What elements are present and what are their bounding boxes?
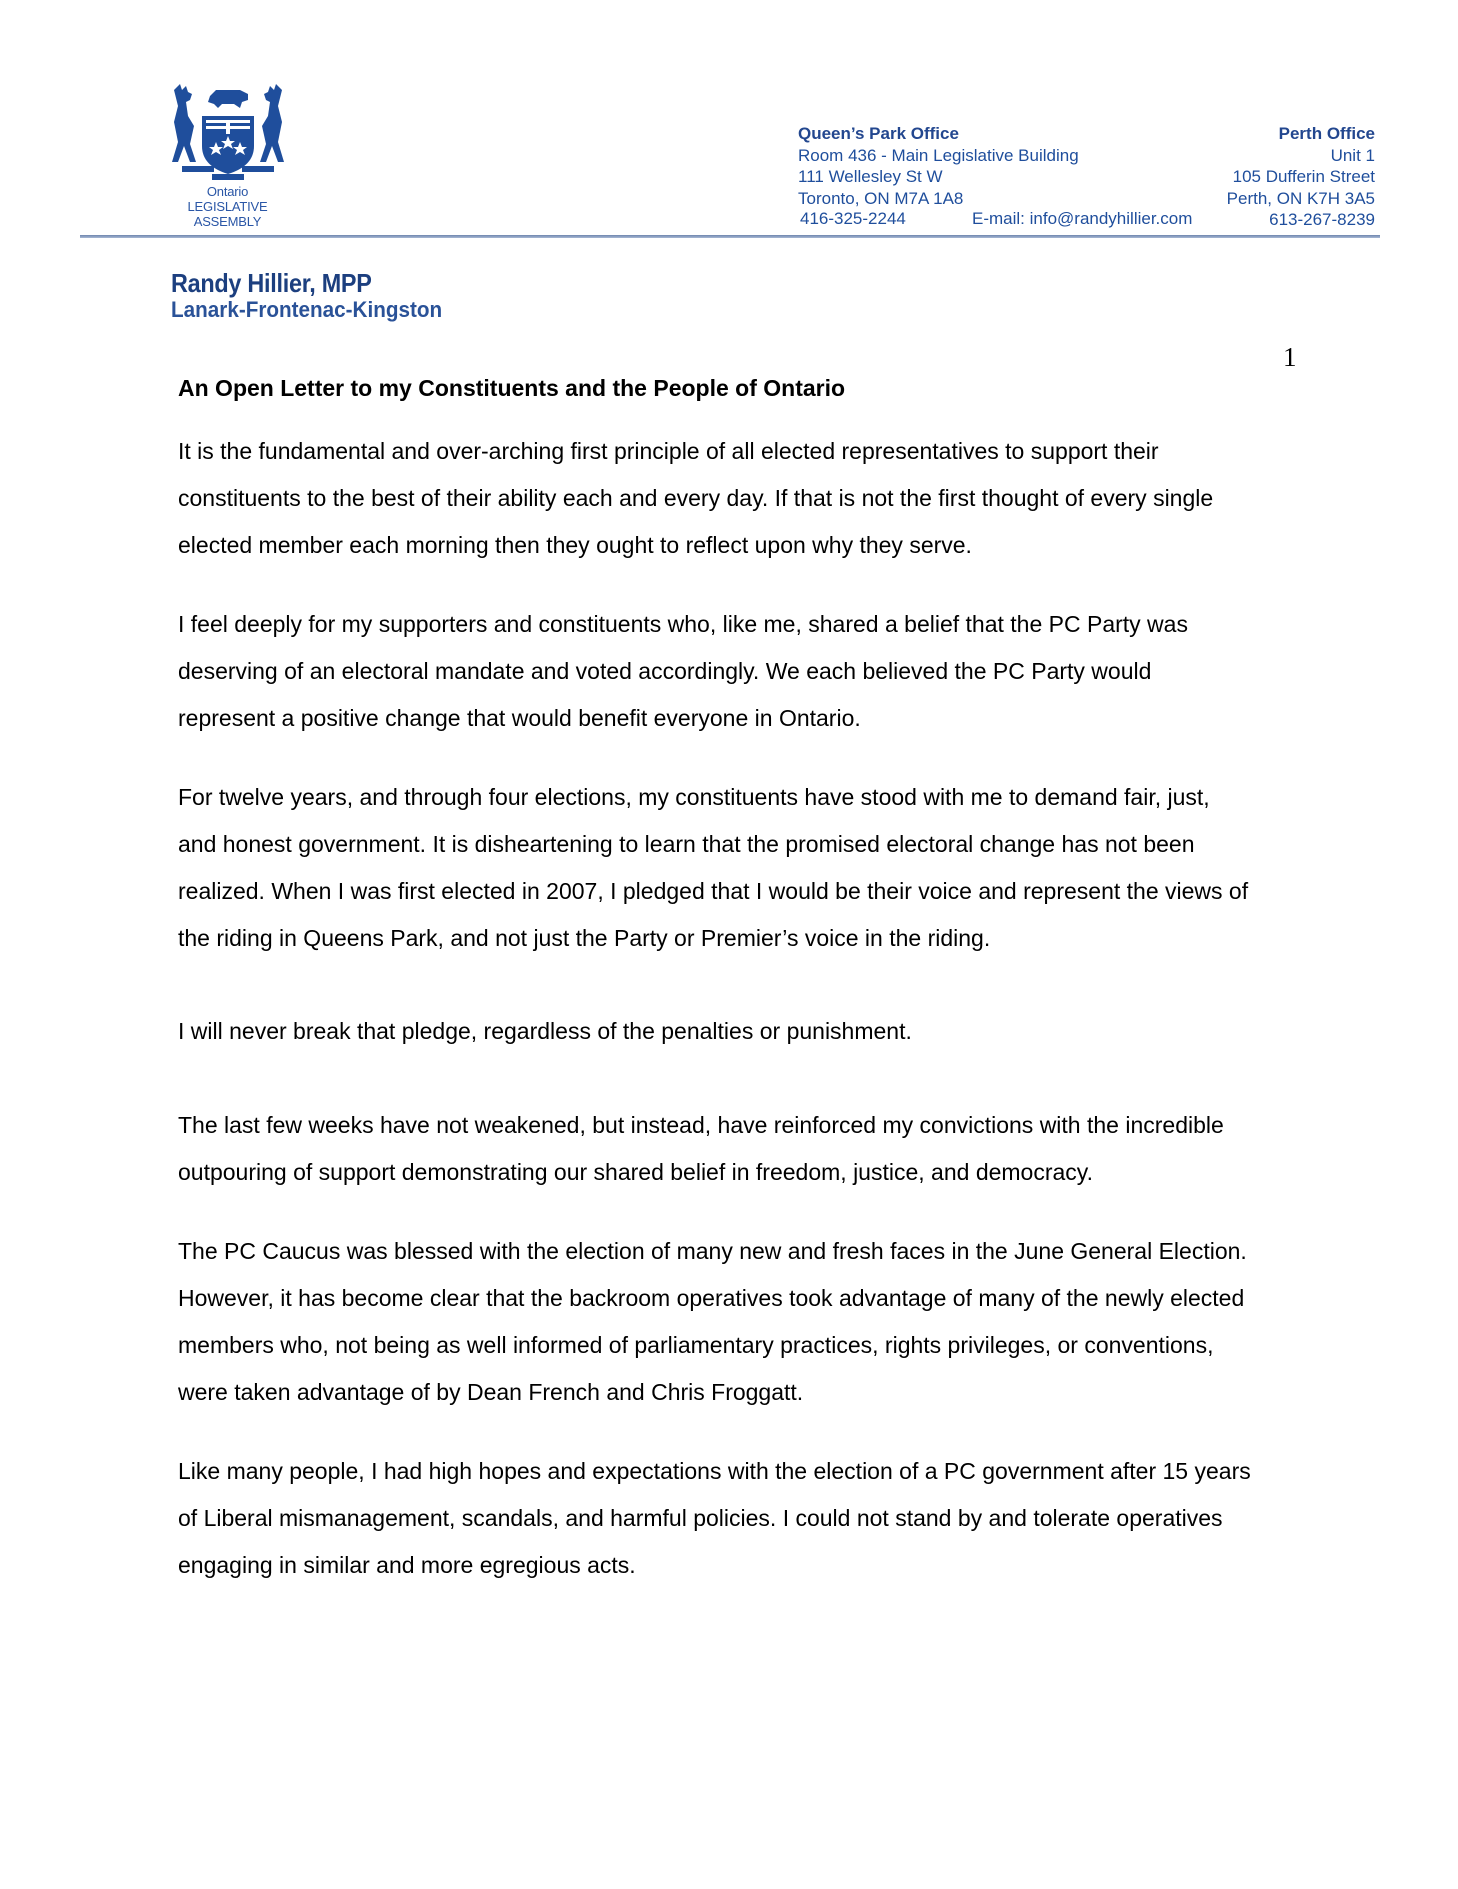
- address-line: Room 436 - Main Legislative Building: [798, 145, 1079, 165]
- paragraph: [178, 1448, 1328, 1589]
- text-line: The PC Caucus was blessed with the election of many new and fresh faces in the June General Election.: [178, 1238, 1247, 1264]
- text-line: However, it has become clear that the backroom operatives took advantage of many of the newly elected: [178, 1285, 1245, 1311]
- text-line: of Liberal mismanagement, scandals, and harmful policies. I could not stand by and tolerate operatives: [178, 1505, 1223, 1531]
- paragraph: [178, 601, 1328, 742]
- address-line: 111 Wellesley St W: [798, 167, 943, 186]
- text-line: I feel deeply for my supporters and constituents who, like me, shared a belief that the PC Party was: [178, 611, 1188, 637]
- address-line: 105 Dufferin Street: [1232, 167, 1375, 186]
- letter-title: An Open Letter to my Constituents and the People of Ontario: [178, 375, 846, 401]
- text-line: It is the fundamental and over-arching first principle of all elected representatives to support their: [178, 438, 1159, 464]
- coat-of-arms-icon: [168, 82, 288, 182]
- text-line: engaging in similar and more egregious acts.: [178, 1552, 636, 1578]
- text-line: deserving of an electoral mandate and voted accordingly. We each believed the PC Party would: [178, 658, 1152, 684]
- text-line: Like many people, I had high hopes and expectations with the election of a PC government after 15 years: [178, 1458, 1251, 1484]
- text-line: The last few weeks have not weakened, but instead, have reinforced my convictions with the incredible: [178, 1112, 1224, 1138]
- text-line: members who, not being as well informed of parliamentary practices, rights privileges, or conventions,: [178, 1332, 1214, 1358]
- paragraph: [178, 428, 1328, 569]
- page-number: 1: [1283, 342, 1297, 372]
- text-line: and honest government. It is disheartening to learn that the promised electoral change has not been: [178, 831, 1195, 857]
- queens-park-phone: 416-325-2244: [800, 209, 906, 228]
- paragraph: [178, 1008, 1328, 1055]
- member-name: Randy Hillier, MPP: [171, 268, 372, 298]
- text-line: represent a positive change that would benefit everyone in Ontario.: [178, 705, 861, 731]
- text-line: elected member each morning then they ought to reflect upon why they serve.: [178, 532, 972, 558]
- text-line: were taken advantage of by Dean French and Chris Froggatt.: [178, 1379, 804, 1405]
- text-line: I will never break that pledge, regardless of the penalties or punishment.: [178, 1018, 912, 1044]
- crest-caption: [160, 184, 295, 229]
- queens-park-office-address: [798, 123, 1079, 209]
- address-line: Toronto, ON M7A 1A8: [798, 188, 964, 208]
- crest-caption-line: Ontario: [206, 184, 249, 199]
- email-address[interactable]: E-mail: info@randyhillier.com: [972, 209, 1193, 228]
- text-line: outpouring of support demonstrating our shared belief in freedom, justice, and democracy.: [178, 1159, 1093, 1185]
- paragraph: [178, 1102, 1328, 1196]
- queens-park-office-title: Queen’s Park Office: [798, 124, 959, 143]
- text-line: the riding in Queens Park, and not just the Party or Premier’s voice in the riding.: [178, 925, 991, 951]
- text-line: realized. When I was first elected in 2007, I pledged that I would be their voice and represent the views of: [178, 878, 1249, 904]
- member-riding: Lanark-Frontenac-Kingston: [171, 297, 443, 322]
- text-line: constituents to the best of their ability each and every day. If that is not the first thought of every single: [178, 485, 1214, 511]
- crest-caption-line: LEGISLATIVE: [187, 199, 268, 214]
- address-line: Unit 1: [1330, 145, 1375, 165]
- perth-office-address: [1227, 123, 1375, 231]
- paragraph: [178, 774, 1328, 962]
- perth-office-title: Perth Office: [1278, 124, 1375, 143]
- perth-phone: 613-267-8239: [1269, 210, 1375, 229]
- paragraph: [178, 1228, 1328, 1416]
- crest-caption-line: ASSEMBLY: [193, 214, 262, 229]
- letterhead-divider: [80, 235, 1380, 238]
- text-line: For twelve years, and through four elections, my constituents have stood with me to demand fair, just,: [178, 784, 1210, 810]
- address-line: Perth, ON K7H 3A5: [1226, 188, 1375, 208]
